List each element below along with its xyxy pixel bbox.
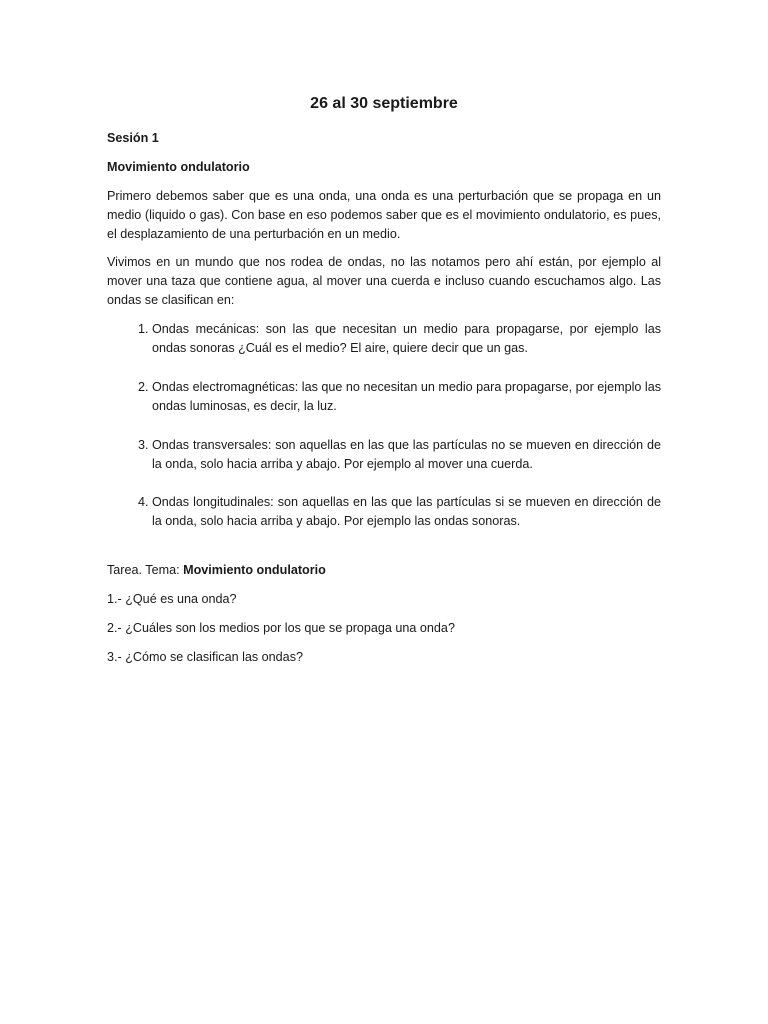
intro-paragraph: Primero debemos saber que es una onda, una onda es una perturbación que se propaga en un medio (liquido o gas). Con base en eso podemos saber que es el movimiento ondulatorio, es pues, el desplazamiento de una perturbación en un medio. <box>107 188 661 241</box>
page-title: 26 al 30 septiembre <box>310 95 458 112</box>
task-prefix: Tarea. Tema: <box>107 563 184 578</box>
wave-types-list <box>107 320 661 531</box>
task-line <box>107 561 661 580</box>
task-topic: Movimiento ondulatorio <box>183 563 326 578</box>
topic-heading: Movimiento ondulatorio <box>107 159 250 174</box>
session-heading: Sesión 1 <box>107 131 159 145</box>
wave-type-item: 2. Ondas electromagnéticas: las que no necesitan un medio para propagarse, por ejemplo las ondas luminosas, es decir, la luz. <box>152 378 661 416</box>
task-question: 1.- ¿Qué es una onda? <box>107 592 237 607</box>
wave-type-item: 1. Ondas mecánicas: son las que necesitan un medio para propagarse, por ejemplo las ondas sonoras ¿Cuál es el medio? El aire, quiere decir que un gas. <box>152 320 661 358</box>
task-question: 3.- ¿Cómo se clasifican las ondas? <box>107 649 303 664</box>
classification-paragraph: Vivimos en un mundo que nos rodea de ondas, no las notamos pero ahí están, por ejemplo al mover una taza que contiene agua, al mover una cuerda e incluso cuando escuchamos algo. Las ondas se clasifican en: <box>107 255 661 308</box>
task-question: 2.- ¿Cuáles son los medios por los que se propaga una onda? <box>107 621 455 636</box>
wave-type-item: 4. Ondas longitudinales: son aquellas en las que las partículas si se mueven en dirección de la onda, solo hacia arriba y abajo. Por ejemplo las ondas sonoras. <box>152 493 661 531</box>
wave-type-item: 3. Ondas transversales: son aquellas en las que las partículas no se mueven en dirección de la onda, solo hacia arriba y abajo. Por ejemplo al mover una cuerda. <box>152 436 661 474</box>
